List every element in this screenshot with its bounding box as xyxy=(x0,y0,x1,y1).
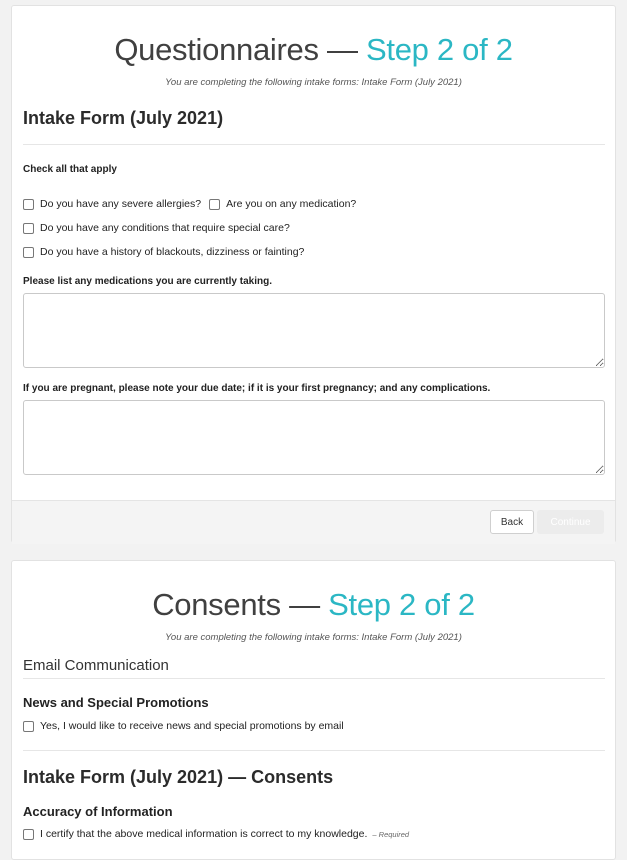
consents-card xyxy=(11,560,616,860)
checkbox-row-1 xyxy=(23,198,356,210)
special-care-checkbox[interactable] xyxy=(23,223,34,234)
back-button[interactable]: Back xyxy=(490,510,534,534)
check-all-label: Check all that apply xyxy=(23,164,117,175)
required-note: – Required xyxy=(372,829,410,839)
continue-button[interactable]: Continue xyxy=(537,510,604,534)
consents-title xyxy=(12,587,615,623)
page-title xyxy=(12,32,615,68)
allergies-checkbox[interactable] xyxy=(23,199,34,210)
step-indicator: Step 2 of 2 xyxy=(366,32,513,67)
accuracy-checkbox[interactable] xyxy=(23,829,34,840)
questionnaire-heading xyxy=(12,32,615,68)
checkbox-row-3 xyxy=(23,246,304,258)
blackouts-label: Do you have a history of blackouts, dizziness or fainting? xyxy=(40,246,305,258)
accuracy-heading: Accuracy of Information xyxy=(23,804,173,819)
blackouts-checkbox[interactable] xyxy=(23,247,34,258)
divider xyxy=(23,678,605,679)
divider xyxy=(23,144,605,145)
news-label: Yes, I would like to receive news and special promotions by email xyxy=(40,720,344,732)
medication-label: Are you on any medication? xyxy=(226,198,357,210)
accuracy-row xyxy=(23,828,409,840)
news-heading: News and Special Promotions xyxy=(23,695,209,710)
accuracy-label: I certify that the above medical information is correct to my knowledge. xyxy=(40,828,368,840)
title-main: Questionnaires — xyxy=(114,32,358,67)
pregnancy-textarea[interactable] xyxy=(23,400,605,475)
pregnancy-label: If you are pregnant, please note your due date; if it is your first pregnancy; and any complications. xyxy=(23,383,491,394)
medication-checkbox[interactable] xyxy=(209,199,220,210)
form-footer xyxy=(12,500,615,544)
allergies-label: Do you have any severe allergies? xyxy=(40,198,202,210)
divider xyxy=(23,750,605,751)
checkbox-row-2 xyxy=(23,222,290,234)
medications-textarea[interactable] xyxy=(23,293,605,368)
questionnaire-card xyxy=(11,5,616,543)
consents-step-indicator: Step 2 of 2 xyxy=(328,587,475,622)
medications-label: Please list any medications you are currently taking. xyxy=(23,276,272,287)
special-care-label: Do you have any conditions that require special care? xyxy=(40,222,290,234)
form-title: Intake Form (July 2021) xyxy=(23,108,224,128)
consents-heading xyxy=(12,587,615,623)
news-row xyxy=(23,720,344,732)
email-section-title: Email Communication xyxy=(23,657,169,674)
consents-title-main: Consents — xyxy=(152,587,320,622)
news-checkbox[interactable] xyxy=(23,721,34,732)
subtitle: You are completing the following intake forms: Intake Form (July 2021) xyxy=(165,77,462,88)
consents-form-title: Intake Form (July 2021) — Consents xyxy=(23,767,334,787)
consents-subtitle: You are completing the following intake forms: Intake Form (July 2021) xyxy=(165,632,462,643)
